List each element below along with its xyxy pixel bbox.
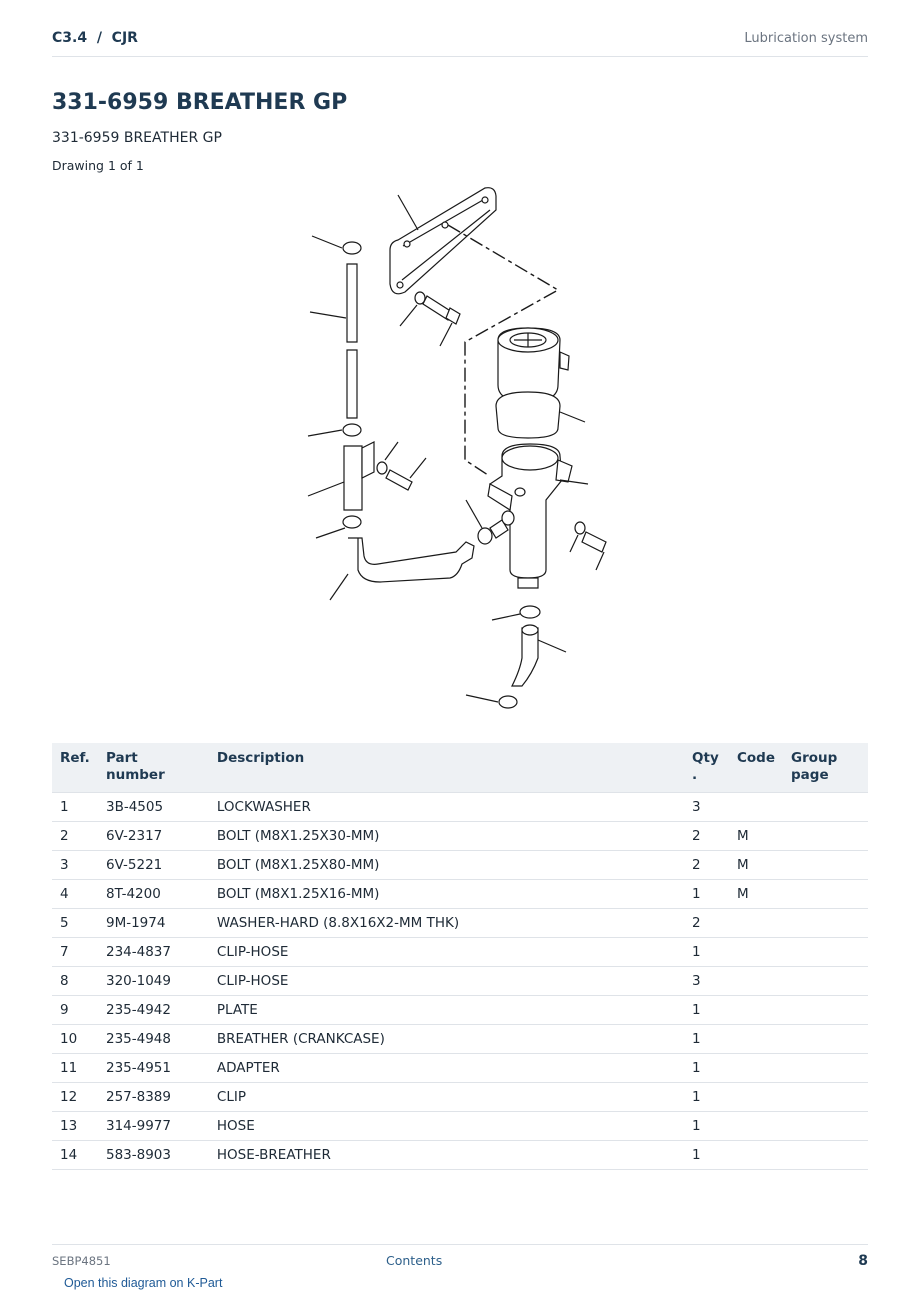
ref-cell: 9 xyxy=(52,996,98,1025)
description-cell: LOCKWASHER xyxy=(209,793,684,822)
page-number: 8 xyxy=(858,1253,868,1269)
ref-cell: 13 xyxy=(52,1112,98,1141)
group-page-cell xyxy=(783,1112,868,1141)
parts-table xyxy=(52,743,868,1170)
table-row xyxy=(52,1054,868,1083)
description-cell: CLIP xyxy=(209,1083,684,1112)
code-cell xyxy=(729,938,783,967)
qty-cell: 1 xyxy=(684,1083,729,1112)
qty-cell: 1 xyxy=(684,1141,729,1170)
group-page-cell xyxy=(783,909,868,938)
table-row xyxy=(52,880,868,909)
description-cell: BOLT (M8X1.25X80-MM) xyxy=(209,851,684,880)
group-page-cell xyxy=(783,967,868,996)
qty-cell: 2 xyxy=(684,822,729,851)
code-cell: M xyxy=(729,822,783,851)
ref-cell: 5 xyxy=(52,909,98,938)
table-row xyxy=(52,1141,868,1170)
ref-cell: 7 xyxy=(52,938,98,967)
qty-cell: 3 xyxy=(684,967,729,996)
part-number-cell: 8T-4200 xyxy=(98,880,209,909)
description-cell: BOLT (M8X1.25X16-MM) xyxy=(209,880,684,909)
col-part-number: Part number xyxy=(98,743,209,793)
description-cell: BREATHER (CRANKCASE) xyxy=(209,1025,684,1054)
ref-cell: 10 xyxy=(52,1025,98,1054)
qty-cell: 1 xyxy=(684,880,729,909)
col-description: Description xyxy=(209,743,684,793)
table-header-row xyxy=(52,743,868,793)
description-cell: CLIP-HOSE xyxy=(209,967,684,996)
part-number-cell: 320-1049 xyxy=(98,967,209,996)
col-ref: Ref. xyxy=(52,743,98,793)
exploded-parts-diagram xyxy=(290,180,630,725)
breadcrumb: C3.4 / CJR xyxy=(52,30,138,46)
description-cell: ADAPTER xyxy=(209,1054,684,1083)
kpart-diagram-link[interactable]: Open this diagram on K-Part xyxy=(64,1276,223,1290)
group-page-cell xyxy=(783,996,868,1025)
col-code: Code xyxy=(729,743,783,793)
table-row xyxy=(52,851,868,880)
group-page-cell xyxy=(783,1083,868,1112)
part-number-cell: 235-4951 xyxy=(98,1054,209,1083)
ref-cell: 11 xyxy=(52,1054,98,1083)
part-number-cell: 6V-2317 xyxy=(98,822,209,851)
table-row xyxy=(52,1025,868,1054)
code-cell xyxy=(729,1141,783,1170)
group-page-cell xyxy=(783,822,868,851)
part-number-cell: 257-8389 xyxy=(98,1083,209,1112)
col-group-page: Group page xyxy=(783,743,868,793)
bottom-hose xyxy=(466,606,566,708)
group-page-cell xyxy=(783,851,868,880)
description-cell: HOSE-BREATHER xyxy=(209,1141,684,1170)
part-number-cell: 234-4837 xyxy=(98,938,209,967)
page-title: 331-6959 BREATHER GP xyxy=(52,90,348,115)
part-number-cell: 314-9977 xyxy=(98,1112,209,1141)
qty-cell: 1 xyxy=(684,1054,729,1083)
code-cell xyxy=(729,1025,783,1054)
section-name: Lubrication system xyxy=(744,31,868,46)
table-row xyxy=(52,967,868,996)
ref-cell: 1 xyxy=(52,793,98,822)
code-cell xyxy=(729,1112,783,1141)
code-cell: M xyxy=(729,851,783,880)
qty-cell: 1 xyxy=(684,938,729,967)
parts-table-body xyxy=(52,793,868,1170)
group-page-cell xyxy=(783,1054,868,1083)
ref-cell: 14 xyxy=(52,1141,98,1170)
left-tube-assembly xyxy=(308,236,474,600)
ref-cell: 8 xyxy=(52,967,98,996)
col-qty: Qty . xyxy=(684,743,729,793)
code-cell: M xyxy=(729,880,783,909)
part-number-cell: 583-8903 xyxy=(98,1141,209,1170)
part-number-cell: 6V-5221 xyxy=(98,851,209,880)
description-cell: HOSE xyxy=(209,1112,684,1141)
code-cell xyxy=(729,1083,783,1112)
part-number-cell: 235-4942 xyxy=(98,996,209,1025)
part-number-cell: 235-4948 xyxy=(98,1025,209,1054)
drawing-count: Drawing 1 of 1 xyxy=(52,158,144,173)
table-row xyxy=(52,909,868,938)
document-id: SEBP4851 xyxy=(52,1254,111,1268)
ref-cell: 12 xyxy=(52,1083,98,1112)
code-cell xyxy=(729,967,783,996)
page-subtitle: 331-6959 BREATHER GP xyxy=(52,130,222,146)
table-row xyxy=(52,996,868,1025)
code-cell xyxy=(729,996,783,1025)
description-cell: CLIP-HOSE xyxy=(209,938,684,967)
group-page-cell xyxy=(783,1141,868,1170)
page-header xyxy=(52,28,868,57)
table-row xyxy=(52,793,868,822)
qty-cell: 2 xyxy=(684,851,729,880)
part-number-cell: 9M-1974 xyxy=(98,909,209,938)
code-cell xyxy=(729,1054,783,1083)
table-row xyxy=(52,1112,868,1141)
part-number-cell: 3B-4505 xyxy=(98,793,209,822)
ref-cell: 2 xyxy=(52,822,98,851)
qty-cell: 3 xyxy=(684,793,729,822)
group-page-cell xyxy=(783,938,868,967)
description-cell: BOLT (M8X1.25X30-MM) xyxy=(209,822,684,851)
qty-cell: 1 xyxy=(684,1112,729,1141)
table-row xyxy=(52,938,868,967)
group-page-cell xyxy=(783,793,868,822)
group-page-cell xyxy=(783,1025,868,1054)
description-cell: WASHER-HARD (8.8X16X2-MM THK) xyxy=(209,909,684,938)
ref-cell: 4 xyxy=(52,880,98,909)
qty-cell: 2 xyxy=(684,909,729,938)
page-footer xyxy=(52,1244,868,1271)
code-cell xyxy=(729,793,783,822)
qty-cell: 1 xyxy=(684,996,729,1025)
breather-top xyxy=(496,328,585,438)
plate-bolts xyxy=(400,292,460,346)
table-row xyxy=(52,1083,868,1112)
group-page-cell xyxy=(783,880,868,909)
contents-link[interactable]: Contents xyxy=(386,1253,443,1268)
code-cell xyxy=(729,909,783,938)
plate-drawing xyxy=(390,188,496,294)
description-cell: PLATE xyxy=(209,996,684,1025)
ref-cell: 3 xyxy=(52,851,98,880)
qty-cell: 1 xyxy=(684,1025,729,1054)
table-row xyxy=(52,822,868,851)
